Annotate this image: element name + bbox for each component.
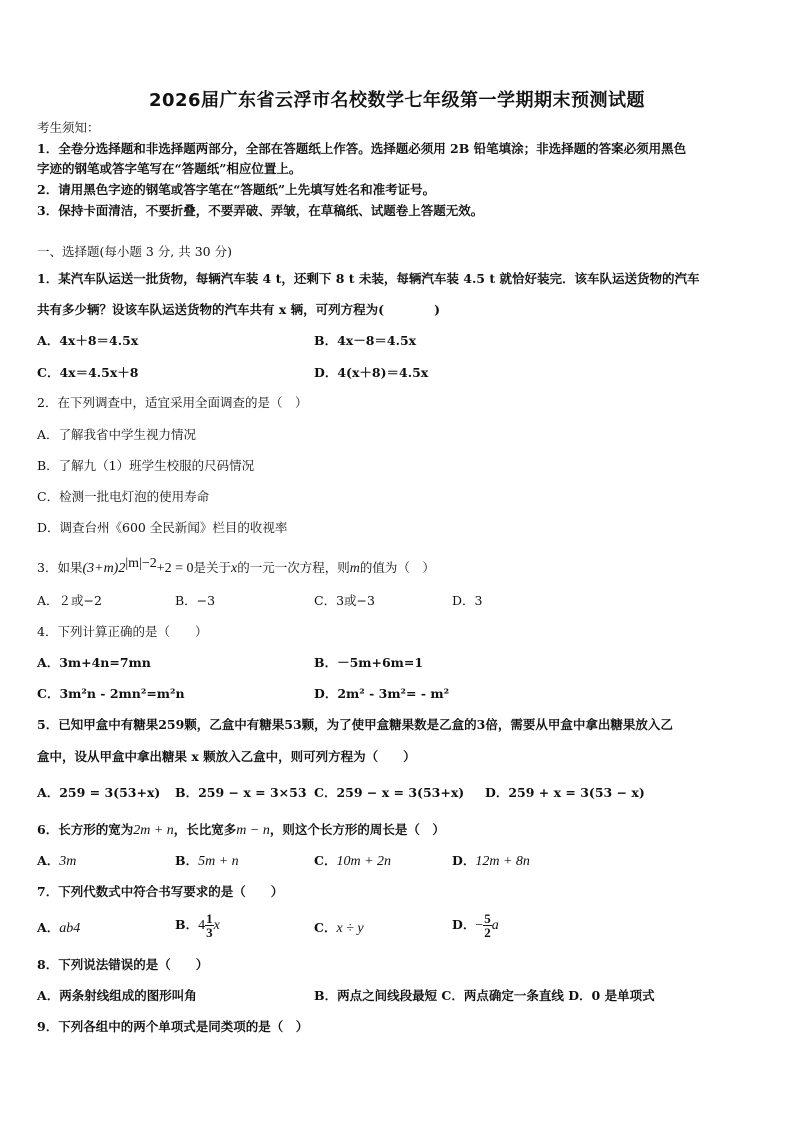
q5-option-d: D．259 + x = 3(53 − x): [485, 785, 645, 800]
notice-item-3: 3．保持卡面清洁，不要折叠，不要弄破、弄皱，在草稿纸、试题卷上答题无效。: [37, 203, 484, 218]
q2-option-b: B．了解九（1）班学生校服的尺码情况: [37, 458, 255, 473]
q3-option-b: B．−3: [175, 593, 216, 608]
q6-option-b: [175, 851, 239, 872]
q6-diff-expr: m − n: [236, 823, 270, 838]
q6-option-d-value: 12m + 8n: [475, 854, 530, 869]
q3-expression-rest: +2 = 0: [156, 561, 194, 577]
q2-option-a: A．了解我省中学生视力情况: [37, 427, 197, 442]
q8-options-bcd: B．两点之间线段最短 C．两点确定一条直线 D．0 是单项式: [314, 988, 655, 1003]
q7-option-a: [37, 918, 80, 939]
q7-option-c-label: C．: [314, 920, 337, 935]
q6-option-b-label: B．: [175, 853, 199, 868]
q1-option-a: A．4x＋8＝4.5x: [37, 333, 139, 348]
q3-stem: [37, 554, 435, 579]
q2-option-d: D．调查台州《600 全民新闻》栏目的收视率: [37, 520, 288, 535]
q7-option-d-numerator: 5: [484, 911, 491, 926]
q3-var-m: m: [349, 561, 360, 577]
q4-stem: 4．下列计算正确的是（ ）: [37, 624, 208, 639]
q3-option-c: C．3或−3: [314, 593, 375, 608]
q6-option-c-value: 10m + 2n: [336, 854, 392, 869]
notice-heading: 考生须知：: [37, 120, 100, 135]
q2-stem: 2．在下列调查中，适宜采用全面调查的是（ ）: [37, 395, 308, 410]
q6-stem-pre: 6．长方形的宽为: [37, 822, 134, 837]
q4-option-c: C．3m²n - 2mn²=m²n: [37, 686, 185, 701]
q3-stem-post: 的值为（ ）: [359, 560, 435, 576]
notice-item-2: 2．请用黑色字迹的钢笔或答字笔在“答题纸”上先填写姓名和准考证号。: [37, 182, 436, 197]
notice-item-1-cont: 字迹的钢笔或答字笔写在“答题纸”相应位置上。: [37, 161, 302, 176]
q7-option-b-label: B．: [175, 917, 199, 932]
q1-option-b: B．4x－8＝4.5x: [314, 333, 417, 348]
q6-stem-mid: ，长比宽多: [173, 822, 237, 837]
q8-option-a: A．两条射线组成的图形叫角: [37, 988, 197, 1003]
q7-stem: 7．下列代数式中符合书写要求的是（ ）: [37, 884, 284, 899]
q7-option-d-fraction: [483, 912, 492, 939]
q7-option-d-denominator: 2: [484, 925, 491, 940]
q3-var-x: x: [231, 561, 238, 577]
q3-option-a: A．２或−2: [37, 593, 102, 608]
q9-stem: 9．下列各组中的两个单项式是同类项的是（ ）: [37, 1019, 309, 1034]
q7-option-b-denominator: 3: [206, 925, 213, 940]
q6-stem-post: ，则这个长方形的周长是（ ）: [269, 822, 445, 837]
q6-option-a-label: A．: [37, 853, 60, 868]
q5-stem-line2: 盒中，设从甲盒中拿出糖果 x 颗放入乙盒中，则可列方程为（ ）: [37, 749, 416, 764]
q4-option-d: D．2m² - 3m²= - m²: [314, 686, 450, 701]
q7-option-d-label: D．: [452, 917, 476, 932]
q3-stem-mid2: 的一元一次方程，则: [237, 560, 350, 576]
q3-stem-pre: 3．如果: [37, 560, 83, 576]
q6-option-c-label: C．: [314, 853, 337, 868]
q7-option-d-var: a: [491, 918, 499, 933]
q7-option-b: [175, 912, 220, 939]
q2-option-c: C．检测一批电灯泡的使用寿命: [37, 489, 210, 504]
q3-expression: (3+m)2: [82, 561, 126, 577]
q7-option-b-numerator: 1: [206, 911, 213, 926]
q1-option-d: D．4(x＋8)＝4.5x: [314, 365, 429, 380]
q6-option-c: [314, 851, 391, 872]
q5-option-c: C．259 − x = 3(53+x): [314, 785, 465, 800]
q7-option-c: [314, 918, 364, 939]
q3-exponent: |m|−2: [125, 556, 157, 571]
q6-option-a: [37, 851, 76, 872]
q5-option-a: A．259 = 3(53+x): [37, 785, 161, 800]
q7-option-a-label: A．: [37, 920, 60, 935]
q7-option-b-integer: 4: [198, 918, 206, 933]
q1-stem-line1: 1．某汽车队运送一批货物，每辆汽车装 4 t，还剩下 8 t 未装，每辆汽车装 4.5 t 就恰好装完．该车队运送货物的汽车: [37, 271, 700, 286]
q3-stem-mid: 是关于: [193, 560, 232, 576]
q5-stem-line1: 5．已知甲盒中有糖果259颗，乙盒中有糖果53颗，为了使甲盒糖果数是乙盒的3倍，需要从甲盒中拿出糖果放入乙: [37, 717, 673, 732]
section-heading: 一、选择题(每小题 3 分, 共 30 分): [37, 244, 232, 259]
q4-option-a: A．3m+4n=7mn: [37, 655, 151, 670]
q7-option-b-var: x: [213, 918, 220, 933]
notice-item-1: 1．全卷分选择题和非选择题两部分，全部在答题纸上作答。选择题必须用 2B 铅笔填涂；非选择题的答案必须用黑色: [37, 141, 687, 156]
q7-option-d-sign: −: [475, 918, 484, 933]
q5-option-b: B．259 − x = 3×53: [175, 785, 307, 800]
q4-option-b: B．－5m+6m=1: [314, 655, 424, 670]
q8-stem: 8．下列说法错误的是（ ）: [37, 957, 209, 972]
q6-option-b-value: 5m + n: [198, 854, 239, 869]
q6-stem: [37, 820, 445, 841]
q7-option-c-value: x ÷ y: [336, 921, 364, 936]
page-title: 2026届广东省云浮市名校数学七年级第一学期期末预测试题: [148, 90, 646, 111]
q6-width-expr: 2m + n: [133, 823, 174, 838]
q1-option-c: C．4x＝4.5x＋8: [37, 365, 139, 380]
q7-option-d: [452, 912, 499, 939]
q6-option-d: [452, 851, 530, 872]
q6-option-d-label: D．: [452, 853, 476, 868]
q3-option-d: D．3: [452, 593, 483, 608]
q1-stem-line2: 共有多少辆？设该车队运送货物的汽车共有 x 辆，可列方程为( ): [37, 302, 440, 317]
q7-option-b-fraction: [205, 912, 214, 939]
q7-option-a-value: ab4: [59, 921, 81, 936]
q6-option-a-value: 3m: [59, 854, 77, 869]
